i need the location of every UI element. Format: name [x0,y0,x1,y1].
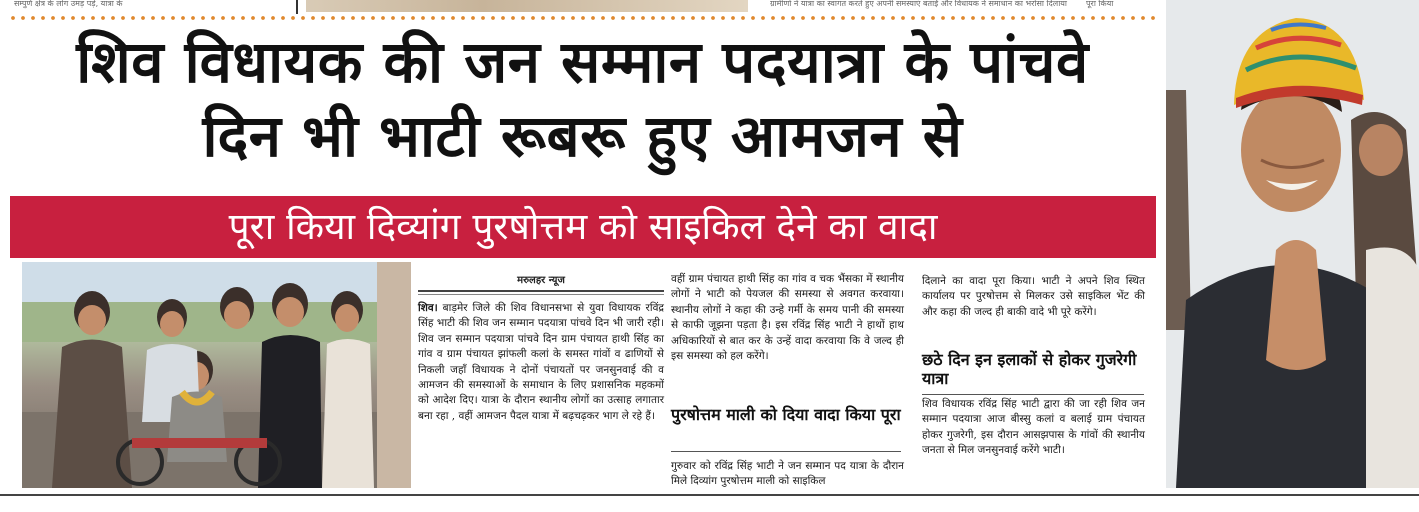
column-divider [296,0,298,14]
crowd-photo-illustration [22,262,411,488]
previous-story-text-far-right: पूरा किया [1086,0,1114,8]
previous-story-text-right: ग्रामीणों ने यात्रा का स्वागत करते हुए अपनी समस्याएं बताईं और विधायक ने समाधान का भरोसा दिलाया [770,0,1067,8]
dotted-separator [8,15,1160,21]
article-column-1-text: बाड़मेर जिले की शिव विधानसभा से युवा विधायक रविंद्र सिंह भाटी की शिव जन सम्मान पदयात्रा पांचवे दिन भी जारी रही। शिव जन सम्मान पदयात्रा पांचवे दिन ग्राम पंचायत हाथी सिंह का गांव व ग्राम पंचायत झांफली कलां के समस्त गांवों व ढाणियों से निकली जहाँ विधायक ने दोनों पंचायतों पर जनसुनवाई की व आमजन की समस्याओं के समाधान के लिए प्रशासनिक महकमों को आदेश दिए। यात्रा के दौरान स्थानीय लोगों का उत्साह लगातार बना रहा , वहीं आमजन पैदल यात्रा में बढ़चढ़कर भाग ले रहे हैं। [418,302,664,422]
article-column-2: वहीं ग्राम पंचायत हाथी सिंह का गांव व चक भैंसका में स्थानीय लोगों ने भाटी को पेयजल की समस्या से अवगत करवाया। स्थानीय लोगों ने कहा की उन्हे गर्मी के समय पानी की समस्या से काफी जूझना पड़ता है। इस रविंद्र सिंह भाटी ने हाथों हाथ अधिकारियों से बात कर के उन्हें वादा करवाया कि वे जल्द ही इस समस्या को हल करेंगे। [671,273,904,363]
page-bottom-rule [0,494,1419,496]
headline-line-1: शिव विधायक की जन सम्मान पदयात्रा के पांचवे [76,28,1089,96]
previous-story-text-left: सम्पुर्ण क्षेत्र के लोग उमड़ पड़े, यात्रा के [14,0,123,8]
previous-story-strip [0,0,1160,14]
headline-line-2: दिन भी भाटी रूबरू हुए आमजन से [202,102,963,170]
subheading-promise-fulfilled: पुरषोत्तम माली को दिया वादा किया पूरा [671,405,901,424]
mla-portrait-photo [1166,0,1419,488]
news-agency-byline: मरुलहर न्यूज [517,275,565,286]
subheadline-text: पूरा किया दिव्यांग पुरषोत्तम को साइकिल देने का वादा [228,205,938,248]
previous-story-photo-edge [306,0,748,12]
subheadline-banner [10,196,1156,258]
byline-rule [418,290,664,292]
mla-portrait-illustration [1166,0,1419,488]
article-column-1 [418,301,664,424]
article-column-3-continued: शिव विधायक रविंद्र सिंह भाटी द्वारा की जा रही शिव जन सम्मान पदयात्रा आज बीस्सु कलां व बलाई ग्राम पंचायत होकर गुजरेगी, इस दौरान आसझपास के गांवों की स्थानीय जनता से मिल जनसुनवाई करेंगे भाटी। [922,398,1145,457]
subheading-rule [922,394,1144,395]
crowd-photo [22,262,411,488]
byline-rule-thin [418,294,664,295]
article-column-3: दिलाने का वादा पूरा किया। भाटी ने अपने शिव स्थित कार्यालय पर पुरषोत्तम से मिलकर उसे साइकिल भेंट की और कहा की जल्द ही बाकी वादे भी पूरे करेंगे। [922,275,1145,318]
subheading-rule [671,451,901,452]
subheading-sixth-day-route: छठे दिन इन इलाकों से होकर गुजरेगी यात्रा [922,350,1137,388]
dateline: शिव। [418,302,438,314]
article-column-2-continued: गुरुवार को रविंद्र सिंह भाटी ने जन सम्मान पद यात्रा के दौरान मिले दिव्यांग पुरषोत्तम माली को साइकिल [671,460,904,488]
